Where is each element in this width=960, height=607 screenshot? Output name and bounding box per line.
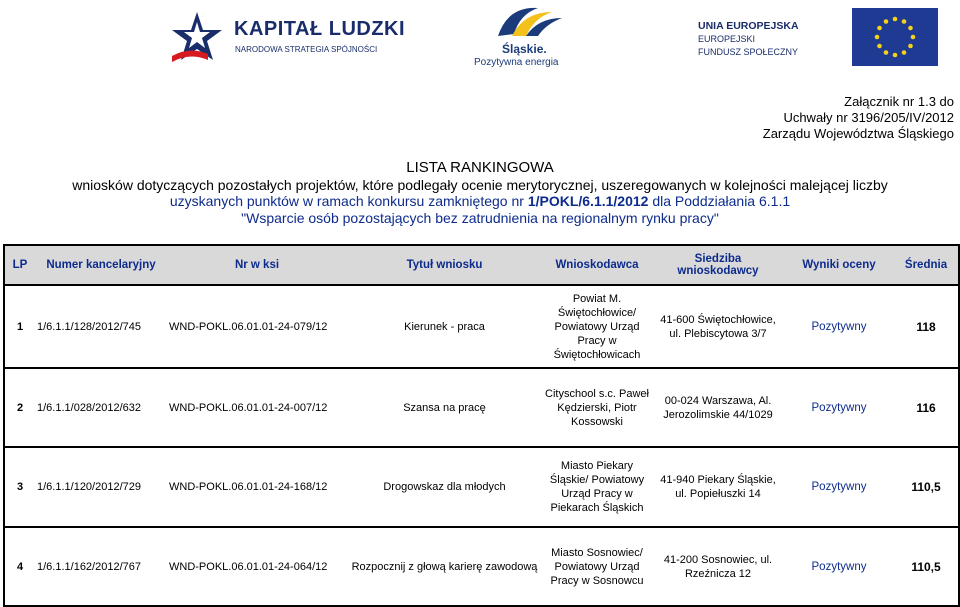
- cell-numer: 1/6.1.1/128/2012/745: [35, 285, 167, 368]
- cell-srednia: 110,5: [894, 447, 959, 527]
- ue-line1: UNIA EUROPEJSKA: [698, 20, 799, 32]
- heading-line2: [0, 193, 960, 210]
- header-lp: LP: [4, 245, 35, 285]
- slaskie-swirl-icon: [468, 2, 588, 42]
- ue-logo: [680, 8, 950, 68]
- annex-line2: Uchwały nr 3196/205/IV/2012: [783, 110, 954, 125]
- cell-siedziba: 41-940 Piekary Śląskie, ul. Popiełuszki 14: [652, 447, 784, 527]
- cell-numer: 1/6.1.1/028/2012/632: [35, 368, 167, 447]
- heading-line2-start: uzyskanych punktów w ramach konkursu zamkniętego nr: [169, 193, 528, 209]
- cell-tytul: Rozpocznij z głową karierę zawodową: [347, 527, 542, 606]
- header-ksi: Nr w ksi: [167, 245, 347, 285]
- header-numer: Numer kancelaryjny: [35, 245, 167, 285]
- table-row: [4, 447, 959, 527]
- cell-srednia: 110,5: [894, 527, 959, 606]
- cell-ksi: WND-POKL.06.01.01-24-079/12: [167, 285, 347, 368]
- cell-wnioskodawca: Cityschool s.c. Paweł Kędzierski, Piotr Kossowski: [542, 368, 652, 447]
- cell-wnioskodawca: Powiat M. Świętochłowice/ Powiatowy Urząd Pracy w Świętochłowicach: [542, 285, 652, 368]
- heading-line1: wniosków dotyczących pozostałych projektów, które podlegały ocenie merytorycznej, uszeregowanych w kolejności malejącej liczby: [72, 176, 888, 193]
- cell-tytul: Kierunek - praca: [347, 285, 542, 368]
- ue-line3: FUNDUSZ SPOŁECZNY: [698, 47, 799, 57]
- cell-siedziba: 41-600 Świętochłowice, ul. Plebiscytowa 3/7: [652, 285, 784, 368]
- cell-tytul: Szansa na pracę: [347, 368, 542, 447]
- cell-wynik: Pozytywny: [784, 285, 894, 368]
- slaskie-logo: [468, 2, 588, 70]
- cell-lp: 1: [4, 285, 35, 368]
- table-header-row: [4, 245, 959, 285]
- header-srednia: Średnia: [894, 245, 959, 285]
- cell-lp: 4: [4, 527, 35, 606]
- cell-ksi: WND-POKL.06.01.01-24-064/12: [167, 527, 347, 606]
- cell-wynik: Pozytywny: [784, 368, 894, 447]
- annex-line1: Załącznik nr 1.3 do: [844, 94, 954, 109]
- cell-lp: 3: [4, 447, 35, 527]
- heading-line3: "Wsparcie osób pozostających bez zatrudnienia na regionalnym rynku pracy": [241, 209, 719, 226]
- logo-bar: [0, 0, 960, 75]
- document-title: LISTA RANKINGOWA: [406, 159, 554, 176]
- ranking-table: [3, 244, 960, 607]
- table-row: [4, 527, 959, 606]
- cell-lp: 2: [4, 368, 35, 447]
- contest-number: 1/POKL/6.1.1/2012: [527, 193, 649, 209]
- kapital-ludzki-star-icon: [168, 8, 226, 66]
- header-wnioskodawca: Wnioskodawca: [542, 245, 652, 285]
- slaskie-subtitle: Pozytywna energia: [474, 57, 559, 68]
- cell-wynik: Pozytywny: [784, 527, 894, 606]
- header-wyniki: Wyniki oceny: [784, 245, 894, 285]
- cell-siedziba: 41-200 Sosnowiec, ul. Rzeźnicza 12: [652, 527, 784, 606]
- table-row: [4, 368, 959, 447]
- cell-siedziba: 00-024 Warszawa, Al. Jerozolimskie 44/1029: [652, 368, 784, 447]
- header-tytul: Tytuł wniosku: [347, 245, 542, 285]
- cell-wynik: Pozytywny: [784, 447, 894, 527]
- kapital-ludzki-logo: [168, 8, 406, 66]
- kapital-ludzki-name: KAPITAŁ LUDZKI: [234, 18, 406, 40]
- ue-line2: EUROPEJSKI: [698, 34, 756, 44]
- heading-line2-end: dla Poddziałania 6.1.1: [648, 193, 791, 209]
- cell-ksi: WND-POKL.06.01.01-24-007/12: [167, 368, 347, 447]
- cell-srednia: 116: [894, 368, 959, 447]
- cell-numer: 1/6.1.1/120/2012/729: [35, 447, 167, 527]
- annex-line3: Zarządu Województwa Śląskiego: [762, 126, 954, 141]
- slaskie-name: Śląskie.: [502, 42, 547, 56]
- document-heading: [0, 160, 960, 226]
- cell-numer: 1/6.1.1/162/2012/767: [35, 527, 167, 606]
- cell-ksi: WND-POKL.06.01.01-24-168/12: [167, 447, 347, 527]
- cell-wnioskodawca: Miasto Piekary Śląskie/ Powiatowy Urząd Pracy w Piekarach Śląskich: [542, 447, 652, 527]
- header-siedziba: Siedziba wnioskodawcy: [652, 245, 784, 285]
- cell-srednia: 118: [894, 285, 959, 368]
- annex-note: [763, 94, 954, 142]
- cell-wnioskodawca: Miasto Sosnowiec/ Powiatowy Urząd Pracy w Sosnowcu: [542, 527, 652, 606]
- table-row: [4, 285, 959, 368]
- cell-tytul: Drogowskaz dla młodych: [347, 447, 542, 527]
- kapital-ludzki-subtitle: NARODOWA STRATEGIA SPÓJNOŚCI: [235, 45, 378, 54]
- eu-flag-icon: [852, 8, 938, 66]
